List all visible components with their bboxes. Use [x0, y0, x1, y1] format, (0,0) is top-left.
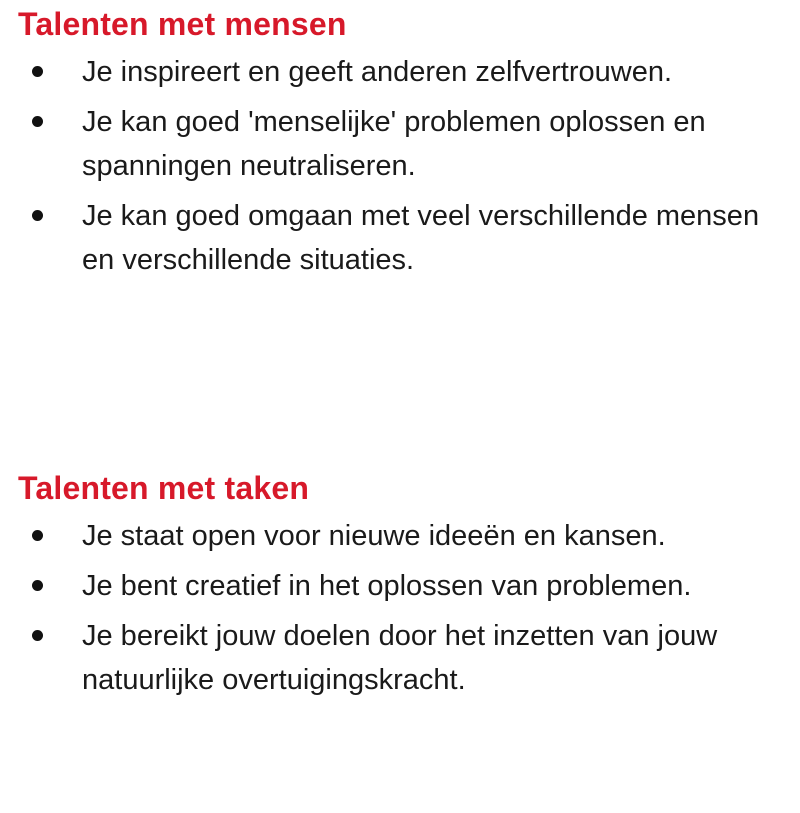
list-item-text: Je kan goed omgaan met veel verschillende mensen en verschillende situaties.	[82, 200, 760, 276]
list-item	[0, 614, 800, 702]
bullet-icon	[32, 66, 43, 77]
bullet-icon	[32, 580, 43, 591]
list-item	[0, 194, 800, 282]
section-talents-with-people	[0, 4, 800, 288]
bullet-icon	[32, 210, 43, 221]
bullet-icon	[32, 530, 43, 541]
section-heading: Talenten met taken	[18, 470, 310, 506]
list-item	[0, 514, 800, 558]
bullet-icon	[32, 630, 43, 641]
list-item-text: Je bent creatief in het oplossen van problemen.	[82, 570, 692, 602]
bullet-list	[0, 514, 800, 702]
list-item	[0, 100, 800, 188]
list-item-text: Je inspireert en geeft anderen zelfvertrouwen.	[82, 56, 673, 88]
list-item	[0, 564, 800, 608]
list-item-text: Je kan goed 'menselijke' problemen oplossen en spanningen neutraliseren.	[82, 106, 706, 182]
section-heading: Talenten met mensen	[18, 6, 347, 42]
list-item-text: Je staat open voor nieuwe ideeën en kansen.	[82, 520, 666, 552]
list-item	[0, 50, 800, 94]
section-talents-with-tasks	[0, 468, 800, 708]
bullet-list	[0, 50, 800, 282]
bullet-icon	[32, 116, 43, 127]
list-item-text: Je bereikt jouw doelen door het inzetten van jouw natuurlijke overtuigingskracht.	[82, 620, 718, 696]
